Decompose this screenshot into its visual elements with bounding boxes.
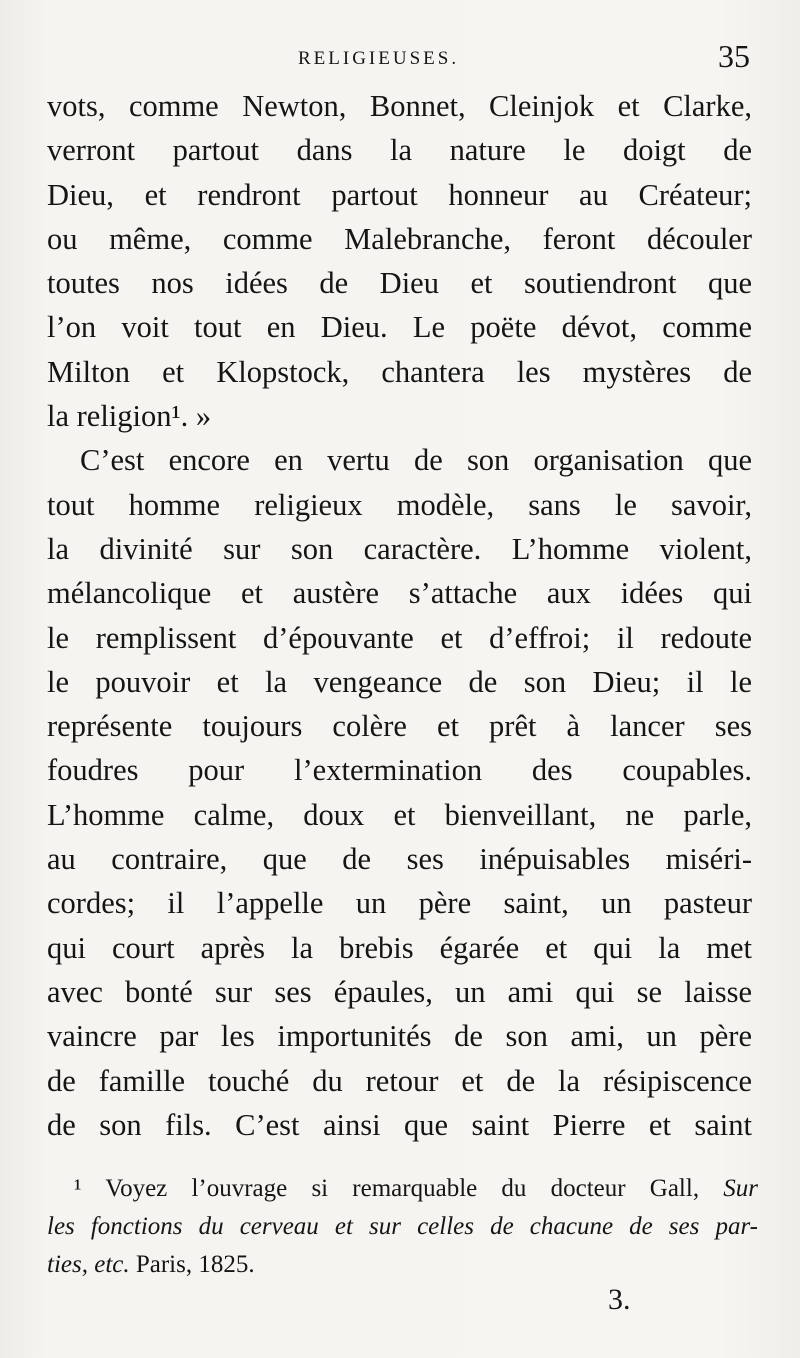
text-line: L’homme calme, doux et bienveillant, ne parle, [47, 797, 752, 832]
text-line: la religion¹. » [47, 399, 212, 434]
text-line: foudres pour l’extermination des coupables. [47, 753, 752, 788]
text-line: l’on voit tout en Dieu. Le poëte dévot, comme [47, 310, 752, 345]
text-line: avec bonté sur ses épaules, un ami qui se laisse [47, 974, 752, 1009]
text-line: représente toujours colère et prêt à lancer ses [47, 709, 752, 744]
text-line: la divinité sur son caractère. L’homme violent, [47, 531, 752, 566]
text-line: mélancolique et austère s’attache aux idées qui [47, 576, 752, 611]
body-text [47, 84, 752, 1147]
text-line: de son fils. C’est ainsi que saint Pierre et saint [47, 1107, 752, 1142]
text-line: toutes nos idées de Dieu et soutiendront que [47, 266, 752, 301]
footnote-title: ties, etc. [47, 1251, 130, 1278]
text-line: C’est encore en vertu de son organisation que [80, 443, 752, 478]
text-line: Dieu, et rendront partout honneur au Créateur; [47, 177, 752, 212]
text-line: de famille touché du retour et de la résipiscence [47, 1063, 752, 1098]
text-line: Milton et Klopstock, chantera les mystères de [47, 354, 752, 389]
text-line: verront partout dans la nature le doigt de [47, 133, 752, 168]
signature-mark: 3. [608, 1283, 631, 1316]
footnote-marker: ¹ [74, 1175, 82, 1202]
footnote-line [47, 1208, 758, 1246]
text-line: cordes; il l’appelle un père saint, un pasteur [47, 886, 752, 921]
text-line: au contraire, que de ses inépuisables miséri- [47, 842, 752, 877]
text-line: le pouvoir et la vengeance de son Dieu; il le [47, 664, 752, 699]
footnote-line [47, 1246, 758, 1284]
text-line: ou même, comme Malebranche, feront découler [47, 221, 752, 256]
text-line: vots, comme Newton, Bonnet, Cleinjok et Clarke, [47, 89, 752, 123]
text-line: qui court après la brebis égarée et qui la met [47, 930, 752, 965]
text-line: le remplissent d’épouvante et d’effroi; il redoute [47, 620, 752, 655]
page-number: 35 [718, 38, 750, 74]
footnote-title: les fonctions du cerveau et sur celles de chacune de ses par- [47, 1213, 758, 1240]
footnote-line [47, 1170, 758, 1208]
footnote-title: Sur [723, 1175, 759, 1202]
running-head: RELIGIEUSES. [298, 48, 460, 69]
footnote [47, 1170, 758, 1284]
page-header [0, 38, 800, 78]
text-line: vaincre par les importunités de son ami, un père [47, 1019, 752, 1054]
footnote-text: Paris, 1825. [135, 1251, 255, 1278]
text-line: tout homme religieux modèle, sans le savoir, [47, 487, 752, 522]
footnote-text: Voyez l’ouvrage si remarquable du docteur Gall, [105, 1175, 700, 1202]
